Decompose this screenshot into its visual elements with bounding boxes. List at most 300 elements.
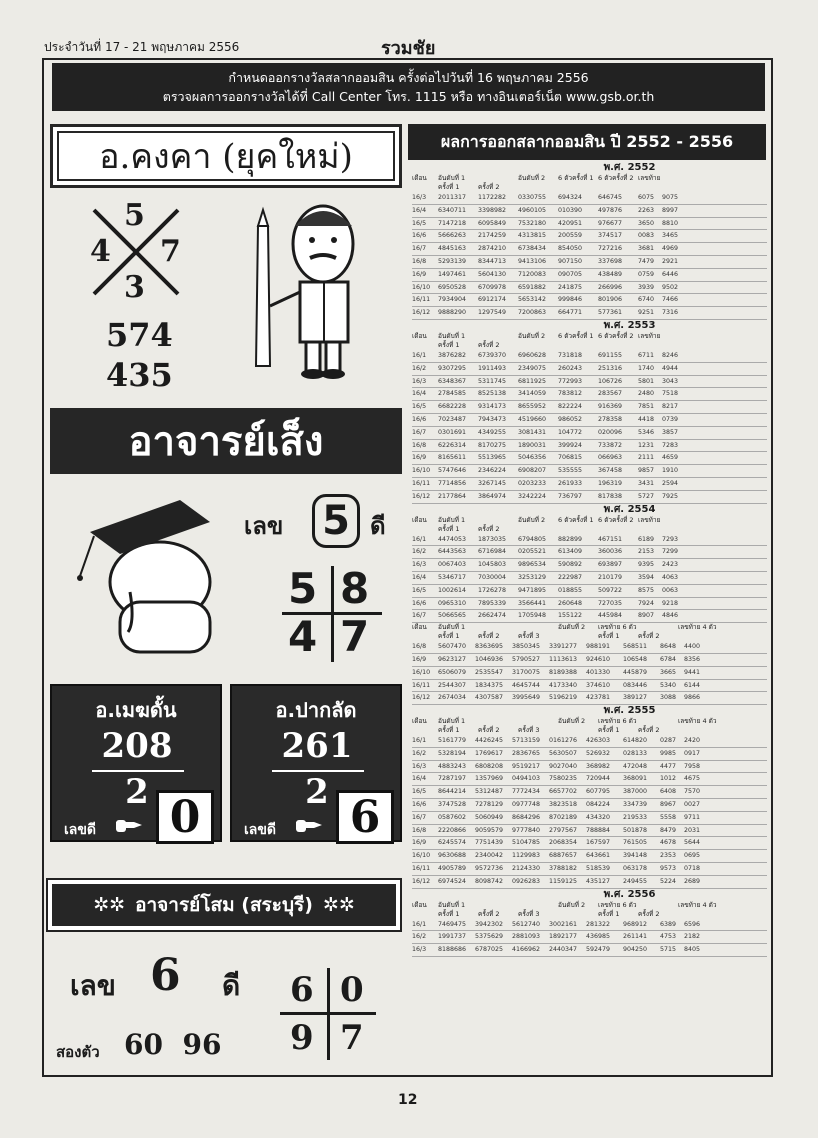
table-cell: 6887657 xyxy=(549,852,578,860)
table-header-cell: อันดับที่ 1 xyxy=(438,900,466,909)
year-heading: พ.ศ. 2554 xyxy=(603,503,656,515)
table-cell: 0301691 xyxy=(438,428,467,436)
table-cell: 6095849 xyxy=(478,219,507,227)
table-header-cell: ครั้งที่ 2 xyxy=(478,524,500,533)
table-cell: 401330 xyxy=(586,668,611,676)
cross-bottom: 3 xyxy=(124,270,145,305)
table-header-cell: อันดับที่ 2 xyxy=(558,717,586,726)
mem-name: อ.เมฆดั้น xyxy=(95,698,177,722)
table-cell: 7934904 xyxy=(438,296,467,304)
table-cell: 518539 xyxy=(586,865,611,873)
table-cell: 916369 xyxy=(598,403,623,411)
table-header-cell: เลขท้าย 4 ตัว xyxy=(678,900,717,909)
table-cell: 1911493 xyxy=(478,364,507,372)
table-cell: 7943473 xyxy=(478,415,507,423)
table-header-cell xyxy=(478,332,518,341)
table-header-cell xyxy=(558,341,598,350)
table-cell: 783812 xyxy=(558,390,583,398)
table-cell: 9441 xyxy=(684,668,701,676)
table-header-cell: เลขท้าย 6 ตัว xyxy=(598,717,637,726)
table-cell: 16/3 xyxy=(412,561,427,569)
table-cell: 3431 xyxy=(638,479,655,487)
table-cell: 9572736 xyxy=(475,865,504,873)
table-header-cell xyxy=(598,341,638,350)
table-cell: 1012 xyxy=(660,775,677,783)
table-cell: 16/2 xyxy=(412,364,427,372)
table-row xyxy=(412,256,767,269)
table-header-cell: เลขท้าย 6 ตัว xyxy=(598,900,637,909)
pak-panel xyxy=(230,684,402,842)
table-cell: 2031 xyxy=(684,826,701,834)
pak-bottom-number: 2 xyxy=(305,772,329,812)
pak-top-number: 261 xyxy=(281,726,353,766)
table-cell: 467151 xyxy=(598,535,623,543)
table-cell: 16/4 xyxy=(412,206,427,214)
table-header-cell xyxy=(638,623,678,632)
table-cell: 3864974 xyxy=(478,492,507,500)
table-cell: 5790527 xyxy=(512,655,541,663)
table-cell: 5666263 xyxy=(438,232,467,240)
table-header-cell xyxy=(638,525,678,534)
table-row xyxy=(412,598,767,611)
announcement-line-1: กำหนดออกรางวัลสลากออมสิน ครั้งต่อไปวันที่ 16 พฤษภาคม 2556 xyxy=(228,70,589,85)
table-row xyxy=(412,546,767,559)
table-header-row xyxy=(412,183,767,192)
table-cell: 7293 xyxy=(662,535,679,543)
table-cell: 5060949 xyxy=(475,813,504,821)
table-header-cell xyxy=(598,183,638,192)
table-cell: 1873035 xyxy=(478,535,507,543)
table-cell: 2220866 xyxy=(438,826,467,834)
table-row xyxy=(412,610,767,623)
table-cell: 0965310 xyxy=(438,599,467,607)
table-cell: 438489 xyxy=(598,270,623,278)
table-cell: 020096 xyxy=(598,428,623,436)
table-header-cell xyxy=(518,623,558,632)
table-cell: 8479 xyxy=(660,826,677,834)
table-header-cell xyxy=(638,717,678,726)
table-cell: 693897 xyxy=(598,561,623,569)
announcement-line-2: ตรวจผลการออกรางวัลได้ที่ Call Center โทร. 1115 หรือ ทางอินเตอร์เน็ต www.gsb.or.th xyxy=(162,89,655,104)
table-header-cell xyxy=(518,717,558,726)
table-cell: 3876282 xyxy=(438,351,467,359)
table-cell: 1892177 xyxy=(549,933,578,941)
table-row xyxy=(412,452,767,465)
kongka-number-2: 435 xyxy=(106,356,173,394)
table-header-row xyxy=(412,174,767,183)
table-cell: 16/2 xyxy=(412,749,427,757)
table-cell: 3665 xyxy=(660,668,677,676)
table-cell: 6591882 xyxy=(518,283,547,291)
table-cell: 2874210 xyxy=(478,245,507,253)
table-cell: 16/6 xyxy=(412,599,427,607)
table-cell: 7925 xyxy=(662,492,679,500)
table-header-cell: ครั้งที่ 2 xyxy=(478,340,500,349)
seng-grid-tl: 5 xyxy=(288,564,318,613)
table-cell: 4846 xyxy=(662,612,679,620)
table-cell: 399924 xyxy=(558,441,583,449)
table-cell: 6506079 xyxy=(438,668,467,676)
table-header-cell xyxy=(678,183,718,192)
table-header-cell: อันดับที่ 2 xyxy=(518,331,546,340)
table-cell: 16/5 xyxy=(412,219,427,227)
table-header-cell xyxy=(678,332,718,341)
table-cell: 3242224 xyxy=(518,492,547,500)
table-cell: 3650 xyxy=(638,219,655,227)
cartoon-graduate-icon xyxy=(70,492,230,662)
som-grid-br: 7 xyxy=(340,1018,364,1058)
table-cell: 2921 xyxy=(662,257,679,265)
table-header-cell xyxy=(478,623,518,632)
som-grid xyxy=(280,968,376,1064)
table-cell: 16/6 xyxy=(412,415,427,423)
table-cell: 3823518 xyxy=(549,801,578,809)
table-cell: 5727 xyxy=(638,492,655,500)
som-grid-tl: 6 xyxy=(290,970,314,1010)
table-cell: 854050 xyxy=(558,245,583,253)
table-cell: 590892 xyxy=(558,561,583,569)
table-cell: 16/7 xyxy=(412,245,427,253)
table-cell: 509722 xyxy=(598,586,623,594)
table-cell: 0287 xyxy=(660,737,677,745)
table-header-cell: อันดับที่ 1 xyxy=(438,515,466,524)
table-cell: 2594 xyxy=(662,479,679,487)
table-cell: 4349255 xyxy=(478,428,507,436)
table-cell: 1113613 xyxy=(549,655,578,663)
table-cell: 260243 xyxy=(558,364,583,372)
table-cell: 8356 xyxy=(684,655,701,663)
table-row xyxy=(412,414,767,427)
table-cell: 2440347 xyxy=(549,946,578,954)
table-header-cell: 6 ตัวครั้งที่ 2 xyxy=(598,515,634,524)
table-row xyxy=(412,641,767,654)
table-cell: 8702189 xyxy=(549,813,578,821)
table-header-cell xyxy=(412,341,438,350)
table-header-cell: 6 ตัวครั้งที่ 2 xyxy=(598,174,634,182)
table-cell: 16/6 xyxy=(412,232,427,240)
table-cell: 6144 xyxy=(684,681,701,689)
table-cell: 16/8 xyxy=(412,441,427,449)
pointing-hand-icon xyxy=(294,816,324,834)
table-cell: 5612740 xyxy=(512,920,541,928)
table-cell: 368982 xyxy=(586,762,611,770)
table-cell: 2420 xyxy=(684,737,701,745)
table-cell: 0917 xyxy=(684,749,701,757)
table-row xyxy=(412,786,767,799)
table-cell: 5715 xyxy=(660,946,677,954)
table-cell: 249455 xyxy=(623,877,648,885)
table-cell: 260648 xyxy=(558,599,583,607)
table-cell: 5801 xyxy=(638,377,655,385)
star-icon: ✲✲ xyxy=(322,894,355,916)
table-row xyxy=(412,559,767,572)
som-dee-label: ดี xyxy=(222,969,241,1002)
table-header-cell: เดือน xyxy=(412,717,427,726)
table-cell: 16/8 xyxy=(412,826,427,834)
table-cell: 3566441 xyxy=(518,599,547,607)
table-cell: 445984 xyxy=(598,612,623,620)
table-row xyxy=(412,654,767,667)
table-cell: 6657702 xyxy=(549,788,578,796)
table-cell: 9573 xyxy=(660,865,677,873)
pak-label: เลขดี xyxy=(244,822,277,838)
table-cell: 9623127 xyxy=(438,655,467,663)
table-cell: 3465 xyxy=(662,232,679,240)
table-cell: 0695 xyxy=(684,852,701,860)
table-cell: 7278129 xyxy=(475,801,504,809)
som-pair-numbers: 60 96 xyxy=(124,1028,222,1061)
table-cell: 5196219 xyxy=(549,694,578,702)
table-row xyxy=(412,294,767,307)
table-cell: 16/10 xyxy=(412,467,431,475)
table-cell: 374610 xyxy=(586,681,611,689)
table-cell: 8098742 xyxy=(475,877,504,885)
table-cell: 4063 xyxy=(662,573,679,581)
table-cell: 9471895 xyxy=(518,586,547,594)
table-row xyxy=(412,307,767,320)
page-number: 12 xyxy=(398,1092,418,1108)
table-cell: 5346717 xyxy=(438,573,467,581)
table-header-cell: ครั้งที่ 3 xyxy=(518,909,540,918)
table-cell: 0739 xyxy=(662,415,679,423)
table-row xyxy=(412,218,767,231)
table-cell: 1357969 xyxy=(475,775,504,783)
table-cell: 6711 xyxy=(638,351,655,359)
table-cell: 736797 xyxy=(558,492,583,500)
table-row xyxy=(412,876,767,889)
table-header-cell: เดือน xyxy=(412,623,427,632)
table-cell: 0067403 xyxy=(438,561,467,569)
seng-title: อาจารย์เส็ง xyxy=(50,408,402,474)
table-header-cell xyxy=(678,525,718,534)
table-cell: 772993 xyxy=(558,377,583,385)
table-cell: 16/8 xyxy=(412,257,427,265)
table-cell: 6682228 xyxy=(438,403,467,411)
table-cell: 261933 xyxy=(558,479,583,487)
table-cell: 0926283 xyxy=(512,877,541,885)
table-cell: 4418 xyxy=(638,415,655,423)
table-cell: 727216 xyxy=(598,245,623,253)
table-header-cell xyxy=(412,525,438,534)
table-cell: 16/1 xyxy=(412,535,427,543)
table-cell: 389127 xyxy=(623,694,648,702)
table-cell: 2836765 xyxy=(512,749,541,757)
som-grid-tr: 0 xyxy=(340,970,364,1010)
table-cell: 5644 xyxy=(684,839,701,847)
table-cell: 8644214 xyxy=(438,788,467,796)
table-cell: 5311745 xyxy=(478,377,507,385)
table-cell: 976677 xyxy=(598,219,623,227)
table-cell: 2662474 xyxy=(478,612,507,620)
table-cell: 16/9 xyxy=(412,270,427,278)
table-cell: 988191 xyxy=(586,643,611,651)
table-header-cell: 6 ตัวครั้งที่ 1 xyxy=(558,331,594,340)
table-cell: 8907 xyxy=(638,612,655,620)
table-cell: 6912174 xyxy=(478,296,507,304)
table-cell: 4307587 xyxy=(475,694,504,702)
table-header-cell: อันดับที่ 1 xyxy=(438,174,466,182)
table-cell: 5607470 xyxy=(438,643,467,651)
table-cell: 694324 xyxy=(558,194,583,201)
table-cell: 613409 xyxy=(558,548,583,556)
table-cell: 0205521 xyxy=(518,548,547,556)
table-cell: 1890031 xyxy=(518,441,547,449)
table-cell: 9502 xyxy=(662,283,679,291)
table-cell: 0759 xyxy=(638,270,655,278)
table-header-cell xyxy=(412,632,438,641)
kongka-cross xyxy=(88,198,184,305)
table-header-cell: อันดับที่ 2 xyxy=(518,174,546,182)
table-cell: 337698 xyxy=(598,257,623,265)
table-cell: 3002161 xyxy=(549,920,578,928)
table-cell: 7714856 xyxy=(438,479,467,487)
table-header-cell: เลขท้าย xyxy=(638,331,661,340)
table-header-cell: เดือน xyxy=(412,331,427,340)
table-cell: 16/2 xyxy=(412,548,427,556)
table-cell: 4477 xyxy=(660,762,677,770)
table-cell: 817838 xyxy=(598,492,623,500)
table-header-cell: อันดับที่ 2 xyxy=(518,515,546,524)
table-cell: 7479 xyxy=(638,257,655,265)
table-cell: 4474053 xyxy=(438,535,467,543)
table-cell: 3850345 xyxy=(512,643,541,651)
table-cell: 2153 xyxy=(638,548,655,556)
kongka-title: อ.คงคา (ยุคใหม่) xyxy=(57,131,395,181)
table-row xyxy=(412,773,767,786)
table-cell: 106726 xyxy=(598,377,623,385)
table-row xyxy=(412,363,767,376)
table-header-cell: เลขท้าย xyxy=(638,515,661,524)
table-cell: 0494103 xyxy=(512,775,541,783)
table-cell: 8684296 xyxy=(512,813,541,821)
table-cell: 7283 xyxy=(662,441,679,449)
table-header-cell: อันดับที่ 2 xyxy=(558,900,586,909)
table-cell: 5104785 xyxy=(512,839,541,847)
table-header-row xyxy=(412,332,767,341)
table-cell: 0718 xyxy=(684,865,701,873)
table-header-cell: ครั้งที่ 1 xyxy=(438,524,460,533)
table-cell: 16/1 xyxy=(412,920,427,928)
table-header-cell: อันดับที่ 2 xyxy=(558,623,586,632)
table-cell: 9711 xyxy=(684,813,701,821)
table-cell: 9413106 xyxy=(518,257,547,265)
table-cell: 219533 xyxy=(623,813,648,821)
table-cell: 435127 xyxy=(586,877,611,885)
table-cell: 3267145 xyxy=(478,479,507,487)
table-cell: 1769617 xyxy=(475,749,504,757)
table-cell: 5513965 xyxy=(478,454,507,462)
seng-grid xyxy=(282,566,382,662)
table-cell: 4675 xyxy=(684,775,701,783)
seng-lucky-digit: 5 xyxy=(312,494,360,548)
table-header-cell: 6 ตัวครั้งที่ 2 xyxy=(598,331,634,340)
table-cell: 1991737 xyxy=(438,933,467,941)
table-cell: 5604130 xyxy=(478,270,507,278)
table-cell: 7924 xyxy=(638,599,655,607)
table-header-cell xyxy=(412,183,438,192)
table-cell: 924610 xyxy=(586,655,611,663)
table-header-cell: ครั้งที่ 3 xyxy=(518,632,540,641)
table-cell: 731818 xyxy=(558,351,583,359)
table-header-cell xyxy=(638,341,678,350)
table-header-row xyxy=(412,717,767,726)
table-header-row xyxy=(412,632,767,641)
table-cell: 8967 xyxy=(660,801,677,809)
table-cell: 2349075 xyxy=(518,364,547,372)
table-header-cell: ครั้งที่ 1 xyxy=(438,632,460,641)
year-heading: พ.ศ. 2556 xyxy=(603,888,656,900)
table-header-cell xyxy=(558,183,598,192)
table-cell: 018855 xyxy=(558,586,583,594)
seng-grid-br: 7 xyxy=(340,612,370,661)
table-header-cell xyxy=(478,516,518,525)
table-cell: 0063 xyxy=(662,586,679,594)
table-cell: 5328194 xyxy=(438,749,467,757)
table-cell: 5630507 xyxy=(549,749,578,757)
table-header-cell xyxy=(678,341,718,350)
table-cell: 16/11 xyxy=(412,865,431,873)
star-icon: ✲✲ xyxy=(93,894,126,916)
table-row xyxy=(412,748,767,761)
table-cell: 4905789 xyxy=(438,865,467,873)
table-header-cell: ครั้งที่ 2 xyxy=(478,909,500,918)
table-cell: 4969 xyxy=(662,245,679,253)
table-cell: 3942302 xyxy=(475,920,504,928)
table-cell: 281322 xyxy=(586,920,611,928)
table-cell: 6950528 xyxy=(438,283,467,291)
table-cell: 6740 xyxy=(638,296,655,304)
table-cell: 5747646 xyxy=(438,467,467,475)
table-cell: 9857 xyxy=(638,467,655,475)
table-cell: 7466 xyxy=(662,296,679,304)
table-cell: 196319 xyxy=(598,479,623,487)
cross-left: 4 xyxy=(90,234,111,269)
table-header-cell xyxy=(478,717,518,726)
table-cell: 6784 xyxy=(660,655,677,663)
table-cell: 8165611 xyxy=(438,454,467,462)
table-header-cell: ครั้งที่ 2 xyxy=(478,183,500,191)
table-row xyxy=(412,192,767,205)
table-cell: 7570 xyxy=(684,788,701,796)
table-cell: 3170075 xyxy=(512,668,541,676)
table-cell: 7851 xyxy=(638,403,655,411)
table-cell: 16/11 xyxy=(412,296,431,304)
table-cell: 1297549 xyxy=(478,309,507,317)
table-header-cell xyxy=(558,910,598,919)
table-cell: 2480 xyxy=(638,390,655,398)
mem-top-number: 208 xyxy=(101,726,173,766)
table-cell: 1910 xyxy=(662,467,679,475)
table-cell: 420951 xyxy=(558,219,583,227)
seng-grid-bl: 4 xyxy=(288,612,318,661)
table-cell: 9395 xyxy=(638,561,655,569)
table-cell: 999846 xyxy=(558,296,583,304)
table-cell: 8246 xyxy=(662,351,679,359)
table-cell: 2881093 xyxy=(512,933,541,941)
table-cell: 822224 xyxy=(558,403,583,411)
table-cell: 1705948 xyxy=(518,612,547,620)
table-cell: 16/2 xyxy=(412,933,427,941)
table-cell: 16/4 xyxy=(412,775,427,783)
table-cell: 497876 xyxy=(598,206,623,214)
table-cell: 7518 xyxy=(662,390,679,398)
table-cell: 436985 xyxy=(586,933,611,941)
table-cell: 8997 xyxy=(662,206,679,214)
pointing-hand-icon xyxy=(114,816,144,834)
table-row xyxy=(412,388,767,401)
table-cell: 5375629 xyxy=(475,933,504,941)
table-cell: 9630688 xyxy=(438,852,467,860)
